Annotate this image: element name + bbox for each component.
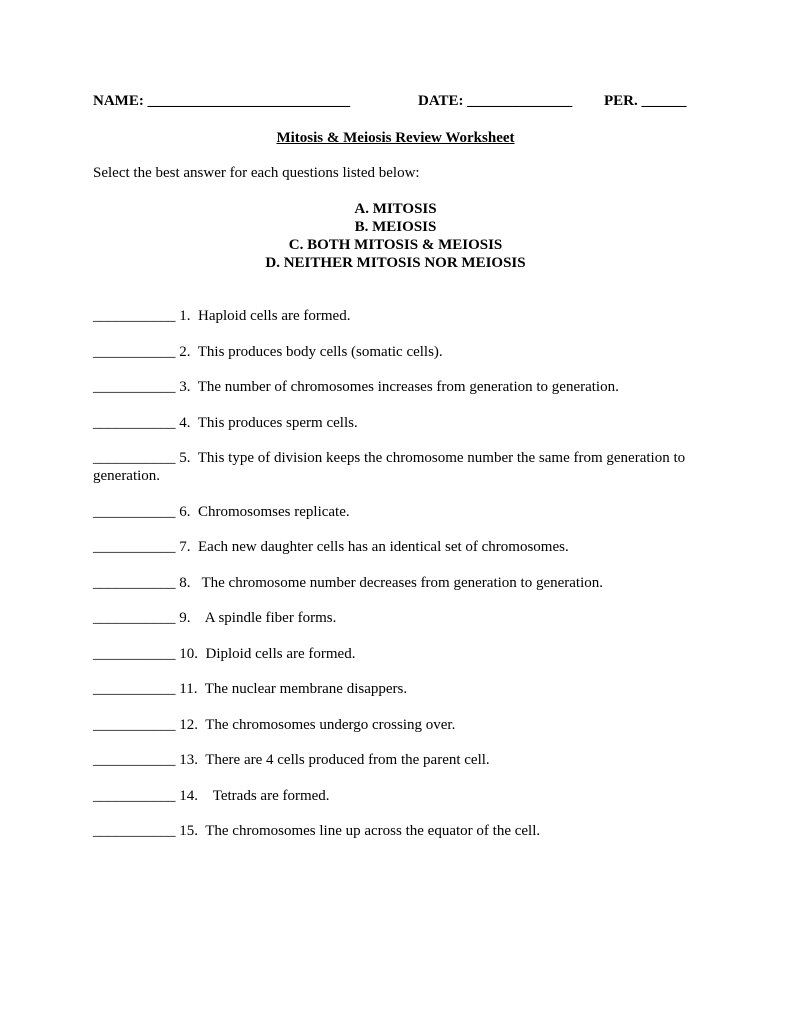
answer-blank: ___________ [93,716,176,733]
question-item [93,716,698,734]
question-text: Each new daughter cells has an identical set of chromosomes. [198,539,569,555]
question-item [93,645,698,663]
question-number: 10. [175,645,206,662]
question-text: There are 4 cells produced from the parent cell. [205,752,490,768]
answer-choices [0,200,791,272]
question-text: A spindle fiber forms. [204,610,337,626]
question-text: The chromosomes undergo crossing over. [205,716,456,733]
question-item [93,449,698,485]
header-row [93,93,693,113]
answer-blank: ___________ [93,450,176,466]
instructions: Select the best answer for each questions listed below: [93,165,420,181]
answer-blank: ___________ [93,308,176,324]
question-text: Chromosomses replicate. [198,503,350,520]
period-field-label: PER. ______ [604,93,687,109]
question-item [93,574,698,592]
question-item [93,343,698,361]
answer-blank: ___________ [93,787,176,804]
question-text: The number of chromosomes increases from generation to generation. [197,379,619,395]
question-item [93,822,698,840]
question-number: 4. [175,414,198,431]
answer-blank: ___________ [93,379,176,395]
question-item [93,378,698,396]
question-number: 12. [175,716,206,733]
question-text: Diploid cells are formed. [205,645,356,662]
answer-blank: ___________ [93,681,176,697]
answer-blank: ___________ [93,414,176,431]
question-item [93,307,698,325]
question-list [93,307,698,858]
question-number: 13. [175,752,206,768]
question-text: Haploid cells are formed. [198,308,351,324]
question-text: This type of division keeps the chromosome number the same from generation to generation. [93,450,686,484]
answer-blank: ___________ [93,503,176,520]
question-number: 8. [175,574,202,591]
answer-blank: ___________ [93,539,176,555]
question-number: 15. [175,823,206,839]
answer-blank: ___________ [93,645,176,662]
question-item [93,680,698,698]
question-number: 11. [175,681,205,697]
question-item [93,609,698,627]
answer-blank: ___________ [93,610,176,626]
worksheet-title: Mitosis & Meiosis Review Worksheet [276,130,515,146]
question-number: 5. [175,450,198,466]
question-item [93,787,698,805]
answer-blank: ___________ [93,752,176,768]
date-field-label: DATE: ______________ [418,93,573,109]
question-item [93,538,698,556]
question-text: The chromosomes line up across the equator of the cell. [205,823,541,839]
question-item [93,751,698,769]
question-number: 9. [175,610,205,626]
question-text: The nuclear membrane disappers. [204,681,408,697]
choice-c: C. BOTH MITOSIS & MEIOSIS [288,237,503,253]
name-field-label: NAME: ___________________________ [93,93,351,109]
question-number: 6. [175,503,198,520]
question-item [93,414,698,432]
choice-a: A. MITOSIS [354,201,437,217]
question-number: 3. [175,379,198,395]
question-text: This produces body cells (somatic cells). [197,343,443,360]
choice-b: B. MEIOSIS [354,219,437,235]
question-number: 2. [175,343,198,360]
question-number: 7. [175,539,198,555]
question-text: Tetrads are formed. [212,787,330,804]
question-number: 1. [175,308,198,324]
question-item [93,503,698,521]
question-number: 14. [175,787,213,804]
choice-d: D. NEITHER MITOSIS NOR MEIOSIS [265,255,526,271]
answer-blank: ___________ [93,574,176,591]
answer-blank: ___________ [93,343,176,360]
question-text: This produces sperm cells. [197,414,358,431]
question-text: The chromosome number decreases from generation to generation. [201,574,603,591]
answer-blank: ___________ [93,823,176,839]
